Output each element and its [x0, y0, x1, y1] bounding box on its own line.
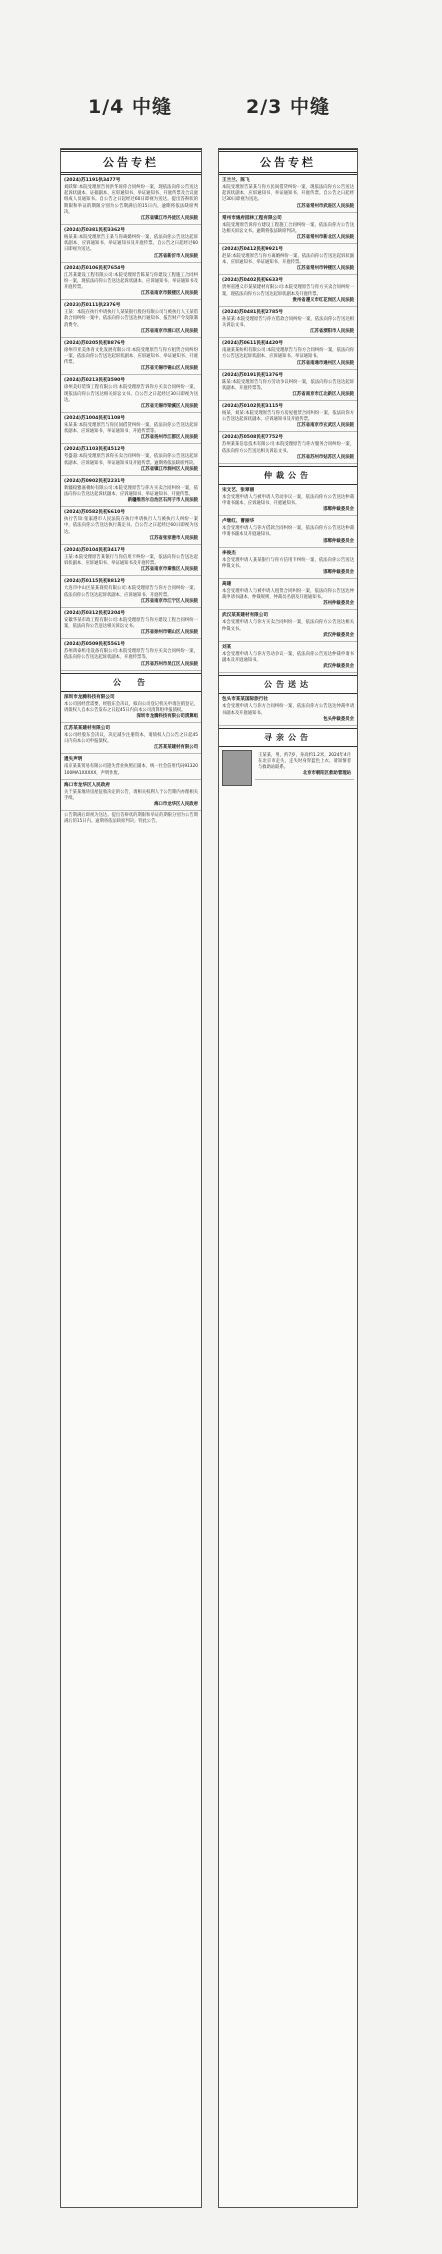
- notice-body: 本院受理原告某某与你方民间借贷纠纷一案，现依法向你方公告送达起诉状副本、应诉通知书、举证通知书、开庭传票。自公告之日起经过30日即视为送达。: [222, 185, 354, 203]
- notice-item: [219, 275, 357, 306]
- left-filler-text: 公告期满后即视为送达。提出答辩状的期限和举证的期限分别为公告期满后的15日内。逾期将依法缺席判决。特此公告。: [64, 813, 198, 825]
- notice-heading: 高建: [222, 582, 232, 588]
- notice-body: 杨某某:本院受理原告王某与你离婚纠纷一案，依法向你公告送达起诉状副本、应诉通知书、举证通知书及开庭传票。自公告之日起经过60日即视为送达。: [64, 235, 198, 253]
- notice-signature: 江苏省南京市浦口区人民法院: [140, 328, 198, 334]
- notice-heading: (2024)苏0412民初9921号: [222, 247, 283, 253]
- notice-signature: 邯郸仲裁委员会: [323, 570, 354, 576]
- notice-heading: 包头市某某国际旅行社: [222, 697, 268, 703]
- notice-signature: 包头仲裁委员会: [323, 716, 354, 722]
- left-column: [60, 148, 202, 2208]
- notice-body: 南京某某贸易有限公司遗失营业执照正副本，统一社会信用代码91320100MA1XXXXX，声明作废。: [64, 764, 198, 776]
- notice-heading: (2024)苏0508民初7752号: [222, 435, 283, 441]
- notice-signature: 武汉仲裁委员会: [323, 632, 354, 638]
- notice-body: 执行告知:张家港市人民法院在执行申请执行人与被执行人纠纷一案中，依法向你公告送达执行裁定书。自公告之日起经过60日即视为送达。: [64, 517, 198, 535]
- notice-body: 本公司经股东会决议，决定减少注册资本，请债权人自公告之日起45日内向本公司申报债权。: [64, 732, 198, 745]
- notice-heading: (2024)苏0611民初4420号: [222, 341, 283, 347]
- left-column-header: 公告专栏: [61, 149, 201, 175]
- notice-item: [219, 370, 357, 401]
- right-gutter-label: 2/3 中缝: [246, 96, 330, 118]
- notice-signature: 邯郸仲裁委员会: [323, 538, 354, 544]
- notice-signature: 江苏省镇江市润州区人民法院: [140, 466, 198, 472]
- notice-heading: (2024)苏0402民初6633号: [222, 278, 283, 284]
- notice-body: 大连市中山区某某商贸有限公司:本院受理原告与你方合同纠纷一案，依法向你公告送达起诉状副本、应诉通知书、开庭传票。: [64, 586, 198, 598]
- notice-body: 朱某某:本院受理原告与你民间借贷纠纷一案，依法向你公告送达起诉状副本、应诉通知书、举证通知书、开庭传票等。: [64, 423, 198, 435]
- notice-body: 刘跃辉:本院受理原告何洪华诉你合同纠纷一案，现依法向你公告送达起诉状副本、证据副本、应诉通知书、举证通知书、开庭传票及合议庭组成人员通知书。自公告之日起经过60日即视为送达。提出答辩状的期限和举证的期限分别为公告期满后的15日内。逾期将依法缺席判决。: [64, 185, 198, 215]
- notice-signature: 江苏省南通市通州区人民法院: [296, 360, 354, 366]
- notice-body: 王某某，男，约7岁，身高约1.2米，2024年4月在北京市走失，走失时身穿蓝色上衣。请知情者与救助站联系。: [258, 752, 351, 771]
- notice-item: [61, 338, 201, 376]
- notice-item: [219, 432, 357, 463]
- notice-item: [219, 307, 357, 338]
- notice-heading: 遗失声明: [64, 757, 83, 763]
- notice-item: [61, 780, 201, 811]
- notice-signature: 江苏省无锡市锡山区人民法院: [140, 366, 198, 372]
- notice-heading: (2024)苏0106民初7654号: [64, 265, 125, 271]
- notice-item: [61, 608, 201, 639]
- notice-item: [61, 576, 201, 607]
- notice-body: 本会受理申请人与你方劳动争议一案，依法向你公告送达仲裁申请书副本及开庭通知书。: [222, 651, 354, 664]
- missing-person-photo: [222, 750, 252, 786]
- notice-heading: (2024)苏0213民初3590号: [64, 378, 125, 384]
- notice-body: 本公司因经营需要，经股东会决议，拟向公司登记机关申请注销登记，请债权人自本公告发布之日起45日内向本公司清算组申报债权。: [64, 701, 198, 713]
- notice-item: [61, 375, 201, 413]
- notice-body: 杨某、刘某:本院受理原告与你方房屋租赁合同纠纷一案，依法向你方公告送达起诉状副本、应诉通知书及开庭传票。: [222, 411, 354, 423]
- notice-item: [61, 263, 201, 301]
- notice-heading: (2024)苏0312民初2204号: [64, 610, 125, 616]
- notice-heading: (2024)苏0509民初5561号: [64, 642, 125, 648]
- notice-signature: 武汉仲裁委员会: [323, 664, 354, 670]
- notice-signature: 江苏省南京市江北新区人民法院: [292, 392, 354, 398]
- notice-body: 南通某某纺织有限公司:本院受理原告与你方合同纠纷一案，依法向你方公告送达起诉状副本、应诉通知书、举证通知书。: [222, 348, 354, 360]
- notice-signature: 江苏省南京市江宁区人民法院: [140, 598, 198, 604]
- notice-signature: 江苏省常州市钟楼区人民法院: [296, 266, 354, 272]
- notice-item: [219, 694, 357, 725]
- right-section-title-service: 公告送达: [219, 675, 357, 694]
- notice-heading: 卢继红、曹丽华: [222, 519, 255, 525]
- notice-signature: 江苏省常州市武进区人民法院: [296, 203, 354, 209]
- notice-item: [61, 639, 201, 670]
- notice-signature: 苏州仲裁委员会: [323, 601, 354, 607]
- notice-item: [219, 213, 357, 244]
- notice-body: 苏州某某信息技术有限公司:本院受理原告与你方服务合同纠纷一案，依法向你方公告送达相关诉讼文书。: [222, 442, 354, 454]
- notice-heading: (2024)苏0104民初3417号: [64, 547, 125, 553]
- right-column-header: 公告专栏: [219, 149, 357, 175]
- notice-heading: 海口市龙华区人民政府: [64, 782, 110, 788]
- notice-heading: 江苏某某建材有限公司: [64, 725, 110, 731]
- notice-heading: 李俊杰: [222, 550, 236, 556]
- notice-item: [61, 692, 201, 723]
- notice-item: [61, 225, 201, 263]
- notice-signature: 邯郸仲裁委员会: [323, 507, 354, 513]
- notice-body: 江苏某建设工程有限公司:本院受理原告陈某与你建设工程施工合同纠纷一案，现依法向你公告送达起诉状副本、应诉通知书、举证通知书及开庭传票。: [64, 272, 198, 291]
- notice-body: 本会受理申请人与你方借款合同纠纷一案，依法向你方公告送达仲裁申请书副本及开庭通知书。: [222, 526, 354, 538]
- notice-body: 本院受理原告诉你方建设工程施工合同纠纷一案，依法向你方公告送达相关诉讼文书。逾期将依法缺席判决。: [222, 222, 354, 234]
- notice-heading: 宋文艺、张翠丽: [222, 487, 255, 493]
- notice-item: [61, 754, 201, 779]
- notice-signature: 江苏省苏州市吴江区人民法院: [140, 661, 198, 667]
- notice-heading: (2024)苏0582民初6610号: [64, 510, 125, 516]
- notice-signature: 贵州省遵义市红花岗区人民法院: [292, 297, 354, 303]
- notice-heading: (2024)苏0115民初8812号: [64, 579, 125, 585]
- notice-signature: 深圳市龙腾科技有限公司清算组: [136, 713, 198, 719]
- notice-heading: 王兰兰、陈飞: [222, 178, 250, 183]
- right-column: [218, 148, 358, 2208]
- notice-heading: 深圳市龙腾科技有限公司: [64, 694, 115, 700]
- notice-item: [219, 610, 357, 641]
- notice-heading: (2024)苏0205民初8876号: [64, 340, 125, 346]
- notice-body: 苏州鸿泰机电设备有限公司:本院受理原告与你方买卖合同纠纷一案，依法向你公告送达起诉状副本、开庭传票等。: [64, 649, 198, 661]
- notice-item: [255, 750, 354, 781]
- notice-item: [219, 338, 357, 369]
- notice-body: 贵州省遵义市某某建材有限公司:本院受理原告与你方买卖合同纠纷一案，现依法向你方公告送达起诉状副本及开庭传票。: [222, 285, 354, 297]
- notice-body: 徐州美好装饰工程有限公司:本院受理原告诉你方买卖合同纠纷一案，现依法向你公告送达相关诉讼文书。自公告之日起经过30日即视为送达。: [64, 385, 198, 403]
- notice-body: 本会受理申请人与你方买卖合同纠纷一案，依法向你方公告送达相关仲裁文书。: [222, 620, 354, 632]
- notice-item: [61, 723, 201, 754]
- notice-heading: (2024)苏1191执3477号: [64, 178, 121, 183]
- notice-item: [61, 545, 201, 576]
- missing-person-box: [219, 747, 357, 789]
- notice-heading: 武汉某某建材有限公司: [222, 613, 268, 619]
- notice-item: [219, 642, 357, 673]
- notice-signature: 江苏省南京市鼓楼区人民法院: [140, 291, 198, 297]
- notice-heading: (2024)苏0191民初1376号: [222, 372, 283, 378]
- notice-body: 孙某某:本院受理原告与你方借款合同纠纷一案，依法向你公告送达相关诉讼文书。: [222, 316, 354, 329]
- notice-item: [219, 579, 357, 610]
- left-section-title: 公 告: [61, 673, 201, 692]
- notice-item: [219, 244, 357, 275]
- notice-body: 陈某:本院受理原告与你方劳动争议纠纷一案，依法向你公告送达起诉状副本、开庭传票等。: [222, 379, 354, 391]
- notice-signature: 江苏省常州市新北区人民法院: [296, 235, 354, 241]
- notice-signature: 江苏省张家港市人民法院: [149, 535, 198, 541]
- notice-signature: 江苏省扬州市江都区人民法院: [140, 435, 198, 441]
- notice-item: [61, 175, 201, 225]
- notice-body: 本会受理申请人与被申请人租赁合同纠纷一案，依法向你公告送达仲裁申请书副本、仲裁规则、仲裁员名册及开庭通知书。: [222, 589, 354, 601]
- notice-body: 安徽华某市政工程有限公司:本院受理原告与你方建设工程合同纠纷一案，依法向你公告送达相关诉讼文书。: [64, 617, 198, 629]
- notice-item: [61, 413, 201, 444]
- notice-body: 考盛超:本院受理原告诉你买卖合同纠纷一案，依法向你公告送达起诉状副本、应诉通知书、举证通知书及开庭传票。逾期将依法缺席判决。: [64, 454, 198, 466]
- notice-heading: (2024)苏0381民初3362号: [64, 228, 125, 234]
- left-gutter-label: 1/4 中缝: [88, 96, 172, 118]
- notice-body: 本会受理申请人某某银行与你方信用卡纠纷一案，依法向你公告送达仲裁文书。: [222, 557, 354, 569]
- notice-item: [219, 175, 357, 213]
- notice-signature: 江苏省徐州市铜山区人民法院: [140, 630, 198, 636]
- notice-signature: 江苏省苏州市姑苏区人民法院: [296, 454, 354, 460]
- notice-heading: (2024)苏0102民初3115号: [222, 404, 283, 410]
- notice-signature: 新疆维吾尔自治区石河子市人民法院: [127, 498, 198, 504]
- notice-body: 徐州市亚美体育文化发展有限公司:本院受理原告与你方租赁合同纠纷一案，依法向你公告送达起诉状副本、应诉通知书、举证通知书、开庭传票。: [64, 347, 198, 366]
- notice-item: [61, 507, 201, 545]
- notice-body: 赵某:本院受理原告与你方离婚纠纷一案，依法向你公告送达起诉状副本、应诉通知书、举证通知书、开庭传票。: [222, 254, 354, 266]
- notice-signature: 江苏省南京市秦淮区人民法院: [140, 567, 198, 573]
- notice-item: [61, 476, 201, 507]
- notice-item: [61, 300, 201, 338]
- notice-signature: 北京市朝阳区救助管理站: [302, 771, 351, 777]
- notice-heading: (2024)苏0902民初2231号: [64, 478, 125, 484]
- notice-signature: 江苏省无锡市梁溪区人民法院: [140, 404, 198, 410]
- notice-signature: 海口市龙华区人民政府: [154, 802, 198, 808]
- notice-heading: 刘某: [222, 644, 232, 650]
- notice-item: [219, 516, 357, 547]
- notice-signature: 江苏省溧阳市人民法院: [310, 329, 354, 335]
- notice-signature: 江苏省镇江市丹徒区人民法院: [140, 216, 198, 222]
- right-section-title-missing: 寻亲公告: [219, 728, 357, 747]
- right-section-title-arbitration: 仲裁公告: [219, 466, 357, 485]
- notice-body: 本会受理申请人与你方合同纠纷一案，依法向你方公告送达仲裁申请书副本及开庭通知书。: [222, 704, 354, 716]
- notice-body: 新疆稳雅嘉棉纺有限公司:本院受理原告与你方买卖合同纠纷一案，依法向你公告送达起诉状副本、应诉通知书、举证通知书、开庭传票。: [64, 485, 198, 498]
- notice-item: [61, 444, 201, 475]
- notice-signature: 江苏省新沂市人民法院: [154, 253, 198, 259]
- notice-body: 王某：本院在执行申请执行人某某银行股份有限公司与被执行人王某借款合同纠纷一案中，依法向你公告送达执行通知书、报告财产令及限制消费令。: [64, 310, 198, 328]
- notice-heading: (2023)苏0111执2376号: [64, 303, 121, 309]
- notice-item: [219, 548, 357, 579]
- notice-body: 本会受理申请人与被申请人劳动争议一案，依法向你方公告送达仲裁申请书副本、应诉通知书、开庭通知书。: [222, 494, 354, 507]
- notice-body: 关于某某地块房屋征收决定的公告，请相关权利人于公告期内办理相关手续。: [64, 789, 198, 801]
- notice-item: [219, 401, 357, 432]
- notice-heading: (2024)苏0481民初2785号: [222, 309, 283, 315]
- notice-heading: (2024)苏1103民初4512号: [64, 447, 125, 453]
- notice-item: [219, 485, 357, 516]
- notice-heading: 常州市通府园林工程有限公司: [222, 215, 282, 221]
- notice-heading: (2024)苏1004民初1108号: [64, 416, 125, 422]
- notice-signature: 江苏某某建材有限公司: [154, 745, 198, 751]
- notice-body: 王某:本院受理原告某银行与你信用卡纠纷一案，依法向你公告送达起诉状副本、应诉通知书、举证通知书及开庭传票。: [64, 554, 198, 567]
- notice-signature: 江苏省南京市玄武区人民法院: [296, 423, 354, 429]
